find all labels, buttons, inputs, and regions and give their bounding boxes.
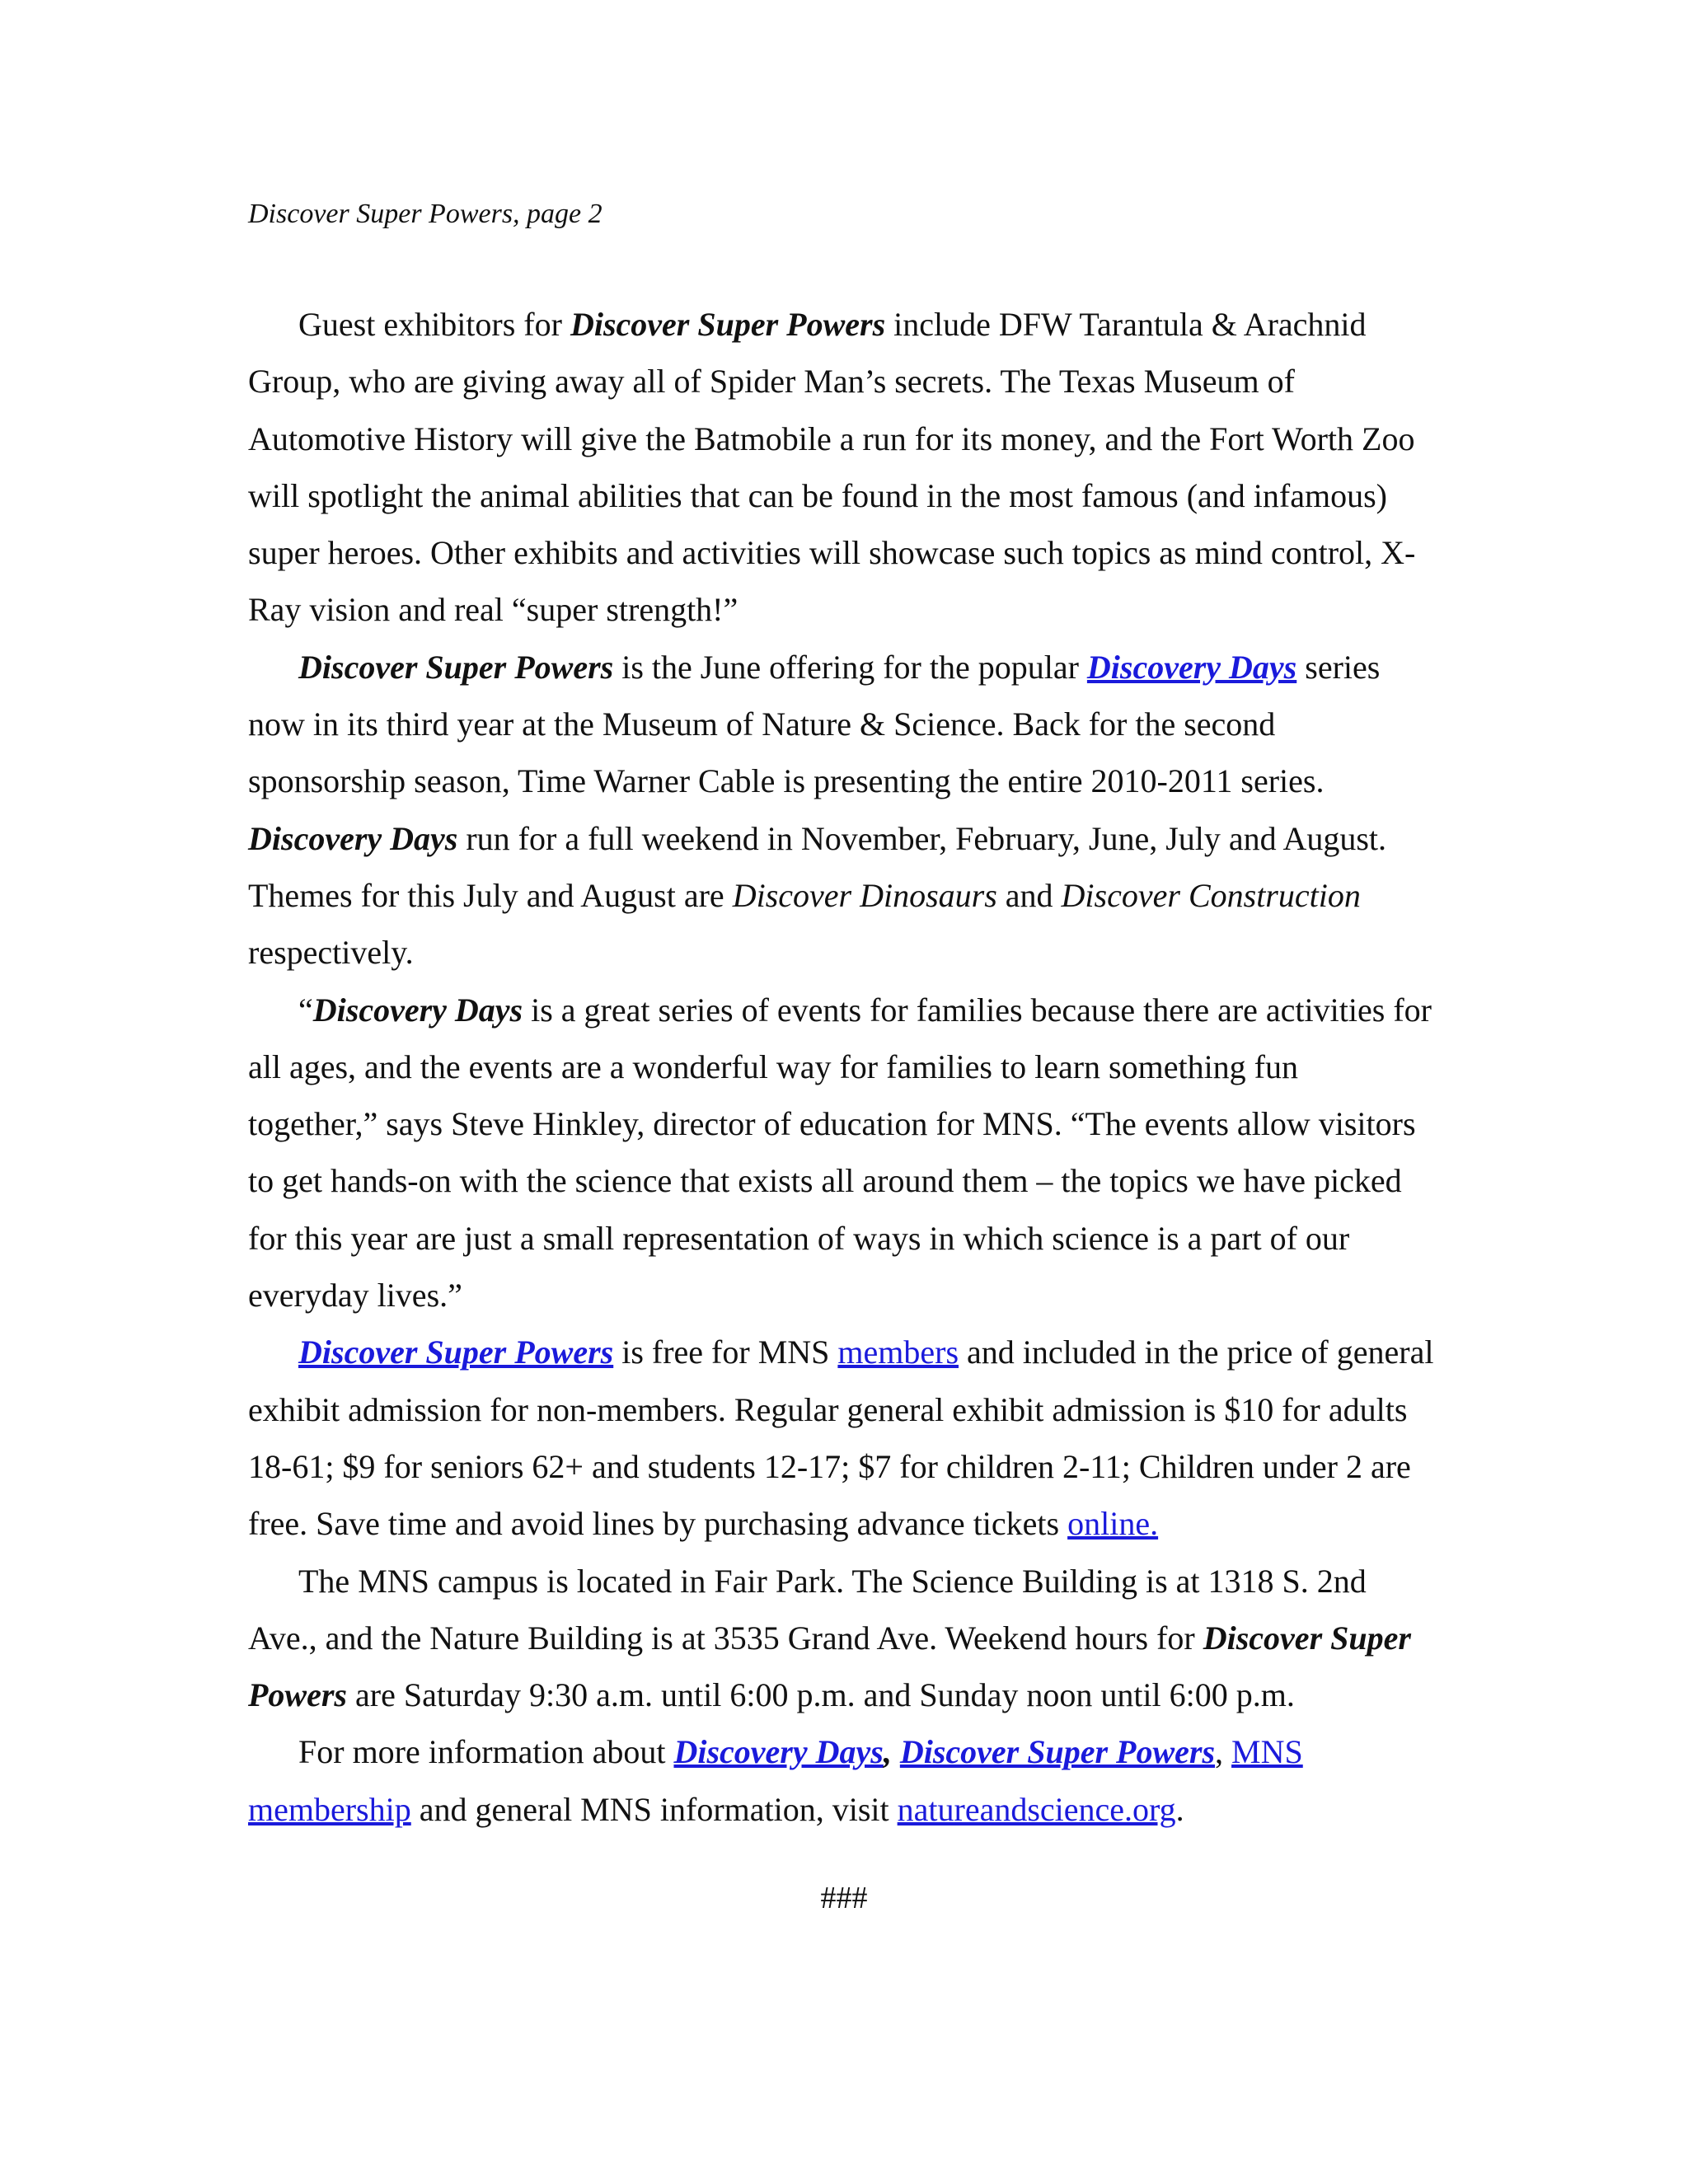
text-run: is the June offering for the popular (613, 648, 1087, 686)
text-run: “ (298, 991, 313, 1029)
paragraph-6-line (248, 1781, 1443, 1838)
text-run: is a great series of events for families because there are activities for (523, 991, 1432, 1029)
text-run: , (1215, 1733, 1232, 1771)
paragraph-1-line (248, 296, 1443, 353)
paragraph-4-line (248, 1495, 1443, 1552)
mns-membership-link[interactable]: MNS (1231, 1733, 1303, 1771)
paragraph-5-line (248, 1610, 1443, 1666)
text-run: Ave., and the Nature Building is at 3535 Grand Ave. Weekend hours for (248, 1619, 1203, 1657)
event-title: Powers (248, 1676, 347, 1714)
paragraph-1-line: Ray vision and real “super strength!” (248, 591, 738, 629)
text-run: series (1296, 648, 1381, 686)
text-run: . (1175, 1790, 1184, 1828)
paragraph-1-line: Group, who are giving away all of Spider Man’s secrets. The Texas Museum of (248, 363, 1295, 401)
online-tickets-link[interactable]: online. (1067, 1505, 1159, 1543)
paragraph-3-line (248, 982, 1443, 1038)
series-title: Discovery Days (312, 991, 523, 1029)
text-run: run for a full weekend in November, February, June, July and August. (457, 819, 1387, 857)
text-run: Themes for this July and August are (248, 876, 733, 914)
event-title: Discover Super (1203, 1619, 1411, 1657)
text-run: free. Save time and avoid lines by purchasing advance tickets (248, 1505, 1068, 1543)
page-header: Discover Super Powers, page 2 (248, 199, 603, 229)
text-run: include DFW Tarantula & Arachnid (885, 306, 1367, 343)
event-title: Discover Super Powers (298, 648, 614, 686)
text-run: and (996, 876, 1062, 914)
text-run: Guest exhibitors for (298, 306, 570, 343)
paragraph-1-line: will spotlight the animal abilities that can be found in the most famous (and infamous) (248, 476, 1387, 514)
paragraph-3-line: all ages, and the events are a wonderful way for families to learn something fun (248, 1047, 1299, 1085)
paragraph-3-line: together,” says Steve Hinkley, director of education for MNS. “The events allow visitors (248, 1105, 1416, 1143)
text-run: and general MNS information, visit (410, 1790, 898, 1828)
event-title: Discover Super Powers (570, 306, 886, 343)
natureandscience-link[interactable]: natureandscience.org (897, 1790, 1176, 1828)
discover-super-powers-link[interactable]: Discover Super Powers (298, 1333, 614, 1371)
end-of-release-mark: ### (820, 1881, 868, 1915)
text-run: , (883, 1733, 900, 1771)
paragraph-2-line (248, 639, 1443, 696)
paragraph-5-line: The MNS campus is located in Fair Park. The Science Building is at 1318 S. 2nd (298, 1562, 1367, 1600)
members-link[interactable]: members (837, 1333, 959, 1371)
mns-membership-link[interactable]: membership (248, 1790, 411, 1828)
discover-super-powers-link[interactable]: Discover Super Powers (899, 1733, 1216, 1771)
paragraph-4-line: 18-61; $9 for seniors 62+ and students 12-17; $7 for children 2-11; Children under 2 are (248, 1447, 1411, 1485)
text-run: and included in the price of general (959, 1333, 1434, 1371)
paragraph-2-line (248, 810, 1443, 867)
paragraph-1-line: Automotive History will give the Batmobile a run for its money, and the Fort Worth Zoo (248, 419, 1415, 457)
text-run: is free for MNS (613, 1333, 838, 1371)
text-run: For more information about (298, 1733, 674, 1771)
discovery-days-link[interactable]: Discovery Days (1086, 648, 1297, 686)
series-title: Discovery Days (248, 819, 458, 857)
text-run: are Saturday 9:30 a.m. until 6:00 p.m. and Sunday noon until 6:00 p.m. (347, 1676, 1295, 1714)
paragraph-4-line (248, 1324, 1443, 1380)
paragraph-2-line: respectively. (248, 934, 414, 972)
paragraph-1-line: super heroes. Other exhibits and activities will showcase such topics as mind control, X- (248, 534, 1416, 572)
paragraph-5-line (248, 1666, 1443, 1723)
document-body (248, 296, 1443, 1838)
discovery-days-link[interactable]: Discovery Days (673, 1733, 884, 1771)
paragraph-2-line: sponsorship season, Time Warner Cable is presenting the entire 2010-2011 series. (248, 762, 1325, 800)
paragraph-3-line: for this year are just a small representation of ways in which science is a part of our (248, 1219, 1350, 1257)
paragraph-6-line (248, 1723, 1443, 1780)
paragraph-2-line (248, 867, 1443, 924)
paragraph-3-line: everyday lives.” (248, 1277, 462, 1315)
paragraph-3-line: to get hands-on with the science that exists all around them – the topics we have picked (248, 1162, 1402, 1200)
paragraph-4-line: exhibit admission for non-members. Regular general exhibit admission is $10 for adults (248, 1390, 1408, 1428)
theme-title: Discover Dinosaurs (732, 876, 997, 914)
paragraph-2-line: now in its third year at the Museum of Nature & Science. Back for the second (248, 705, 1276, 743)
theme-title: Discover Construction (1061, 876, 1361, 914)
